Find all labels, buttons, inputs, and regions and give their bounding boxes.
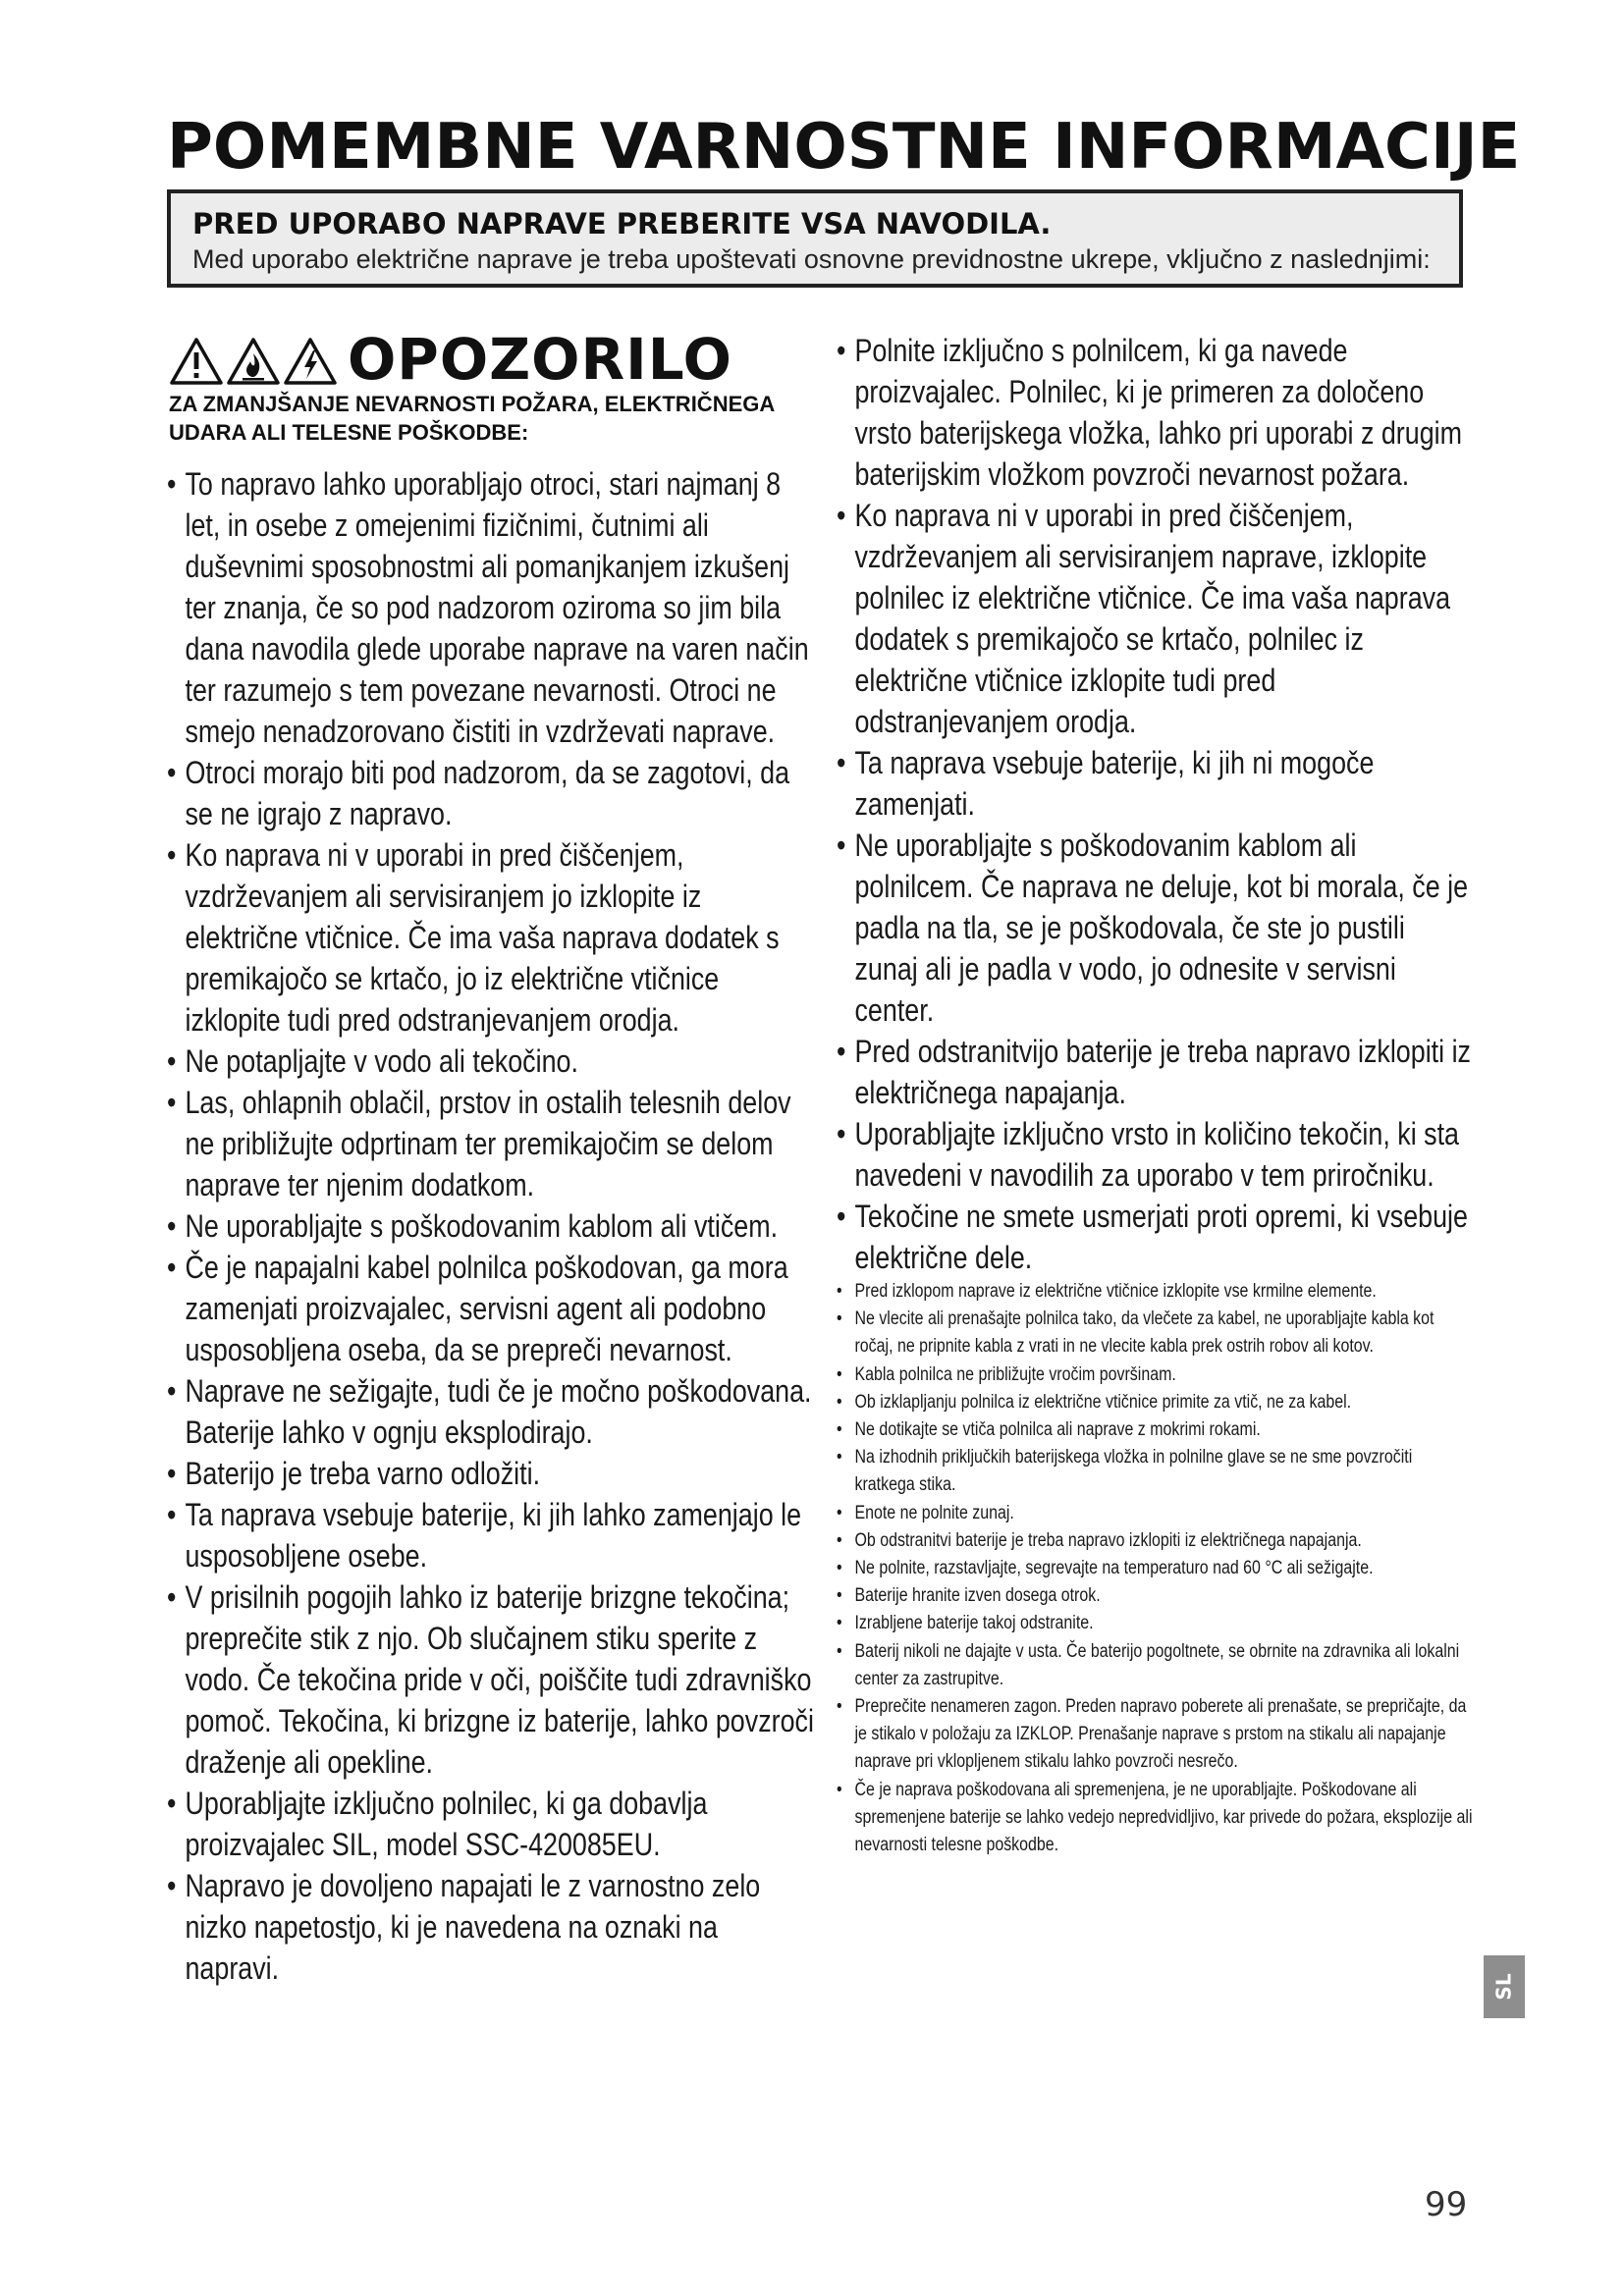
list-item: • Ne dotikajte se vtiča polnilca ali naprave z mokrimi rokami. bbox=[837, 1416, 1475, 1444]
list-item: • Kabla polnilca ne približujte vročim površinam. bbox=[837, 1362, 1475, 1389]
left-bullet-list bbox=[167, 463, 815, 1989]
list-item: • Ob odstranitvi baterije je treba napravo izklopiti iz električnega napajanja. bbox=[837, 1527, 1475, 1555]
list-item: • Pred odstranitvijo baterije je treba napravo izklopiti iz električnega napajanja. bbox=[837, 1031, 1475, 1113]
list-item: • Tekočine ne smete usmerjati proti opremi, ki vsebuje električne dele. bbox=[837, 1196, 1475, 1278]
list-item: • Pred izklopom naprave iz električne vtičnice izklopite vse krmilne elemente. bbox=[837, 1278, 1475, 1306]
list-item: • Baterij nikoli ne dajajte v usta. Če baterijo pogoltnete, se obrnite na zdravnika ali lokalni center za zastrupitve. bbox=[837, 1638, 1475, 1693]
list-item: • Ne potapljajte v vodo ali tekočino. bbox=[167, 1041, 815, 1082]
list-item: • Las, ohlapnih oblačil, prstov in ostalih telesnih delov ne približujte odprtinam ter premikajočim se delom naprave ter njenim dodatkom. bbox=[167, 1082, 815, 1205]
warning-subtitle: ZA ZMANJŠANJE NEVARNOSTI POŽARA, ELEKTRIČNEGA UDARA ALI TELESNE POŠKODBE: bbox=[169, 392, 775, 445]
warning-header bbox=[169, 326, 732, 393]
list-item: • Uporabljajte izključno polnilec, ki ga dobavlja proizvajalec SIL, model SSC-420085EU. bbox=[167, 1783, 815, 1865]
warning-word: OPOZORILO bbox=[348, 326, 732, 393]
notice-heading: PRED UPORABO NAPRAVE PREBERITE VSA NAVODILA. bbox=[192, 207, 1052, 240]
list-item: • Ko naprava ni v uporabi in pred čiščenjem, vzdrževanjem ali servisiranjem jo izklopite iz električne vtičnice. Če ima vaša naprava dodatek s premikajočo se krtačo, jo iz električne vtičnice izklopite tudi pred odstranjevanjem orodja. bbox=[167, 834, 815, 1041]
list-item: • Baterijo je treba varno odložiti. bbox=[167, 1453, 815, 1494]
list-item: • Ne uporabljajte s poškodovanim kablom ali polnilcem. Če naprava ne deluje, kot bi morala, če je padla na tla, se je poškodovala, če ste jo pustili zunaj ali je padla v vodo, jo odnesite v servisni center. bbox=[837, 825, 1475, 1031]
list-item: • Ne polnite, razstavljajte, segrevajte na temperaturo nad 60 °C ali sežigajte. bbox=[837, 1555, 1475, 1582]
list-item: • Izrabljene baterije takoj odstranite. bbox=[837, 1610, 1475, 1637]
list-item: • Uporabljajte izključno vrsto in količino tekočin, ki sta navedeni v navodilih za uporabo v tem priročniku. bbox=[837, 1113, 1475, 1196]
list-item: • Na izhodnih priključkih baterijskega vložka in polnilne glave se ne sme povzročiti kratkega stika. bbox=[837, 1444, 1475, 1499]
list-item: • V prisilnih pogojih lahko iz baterije brizgne tekočina; preprečite stik z njo. Ob slučajnem stiku sperite z vodo. Če tekočina pride v oči, poiščite tudi zdravniško pomoč. Tekočina, ki brizgne iz baterije, lahko povzroči draženje ali opekline. bbox=[167, 1576, 815, 1783]
list-item: • Ne uporabljajte s poškodovanim kablom ali vtičem. bbox=[167, 1205, 815, 1247]
fire-icon bbox=[226, 336, 281, 387]
list-item: • Otroci morajo biti pod nadzorom, da se zagotovi, da se ne igrajo z napravo. bbox=[167, 752, 815, 834]
list-item: • Ta naprava vsebuje baterije, ki jih lahko zamenjajo le usposobljene osebe. bbox=[167, 1494, 815, 1576]
language-tab bbox=[1484, 1955, 1525, 2018]
list-item: • Naprave ne sežigajte, tudi če je močno poškodovana. Baterije lahko v ognju eksplodirajo. bbox=[167, 1370, 815, 1453]
list-item: • Polnite izključno s polnilcem, ki ga navede proizvajalec. Polnilec, ki je primeren za določeno vrsto baterijskega vložka, lahko pri uporabi z drugim baterijskim vložkom povzroči nevarnost požara. bbox=[837, 330, 1475, 495]
page-title: POMEMBNE VARNOSTNE INFORMACIJE bbox=[167, 111, 1521, 184]
list-item: • Preprečite nenameren zagon. Preden napravo poberete ali prenašate, se prepričajte, da je stikalo v položaju za IZKLOP. Prenašanje naprave s prstom na stikalu ali napajanje naprave pri vklopljenem stikalu lahko povzroči nesrečo. bbox=[837, 1693, 1475, 1777]
notice-text: Med uporabo električne naprave je treba upoštevati osnovne previdnostne ukrepe, vključno z naslednjimi: bbox=[192, 244, 1431, 274]
list-item: • Ob izklapljanju polnilca iz električne vtičnice primite za vtič, ne za kabel. bbox=[837, 1389, 1475, 1416]
list-item: • Napravo je dovoljeno napajati le z varnostno zelo nizko napetostjo, ki je navedena na oznaki na napravi. bbox=[167, 1865, 815, 1989]
right-bullet-list bbox=[837, 330, 1475, 1278]
page-number: 99 bbox=[1425, 2185, 1468, 2224]
warning-icons bbox=[169, 336, 338, 387]
right-column bbox=[837, 330, 1475, 1859]
list-item: • Ne vlecite ali prenašajte polnilca tako, da vlečete za kabel, ne uporabljajte kabla kot ročaj, ne pripnite kabla z vrati in ne vlecite kabla prek ostrih robov ali kotov. bbox=[837, 1306, 1475, 1361]
list-item: • Ta naprava vsebuje baterije, ki jih ni mogoče zamenjati. bbox=[837, 742, 1475, 825]
warning-icon bbox=[169, 336, 224, 387]
list-item: • Če je naprava poškodovana ali spremenjena, je ne uporabljajte. Poškodovane ali spremenjene baterije se lahko vedejo nepredvidljivo, kar privede do požara, eksplozije ali nevarnosti telesne poškodbe. bbox=[837, 1777, 1475, 1860]
language-tab-label: SL bbox=[1492, 1973, 1516, 2001]
left-column bbox=[167, 463, 815, 1989]
list-item: • To napravo lahko uporabljajo otroci, stari najmanj 8 let, in osebe z omejenimi fizičnimi, čutnimi ali duševnimi sposobnostmi ali pomanjkanjem izkušenj ter znanja, če so pod nadzorom oziroma so jim bila dana navodila glede uporabe naprave na varen način ter razumejo s tem povezane nevarnosti. Otroci ne smejo nenadzorovano čistiti in vzdrževati naprave. bbox=[167, 463, 815, 752]
notice-box bbox=[167, 189, 1463, 288]
right-small-bullet-list bbox=[837, 1278, 1475, 1859]
electric-shock-icon bbox=[283, 336, 338, 387]
list-item: • Če je napajalni kabel polnilca poškodovan, ga mora zamenjati proizvajalec, servisni agent ali podobno usposobljena oseba, da se prepreči nevarnost. bbox=[167, 1247, 815, 1370]
list-item: • Baterije hranite izven dosega otrok. bbox=[837, 1582, 1475, 1610]
list-item: • Ko naprava ni v uporabi in pred čiščenjem, vzdrževanjem ali servisiranjem naprave, izklopite polnilec iz električne vtičnice. Če ima vaša naprava dodatek s premikajočo se krtačo, polnilec iz električne vtičnice izklopite tudi pred odstranjevanjem orodja. bbox=[837, 495, 1475, 742]
list-item: • Enote ne polnite zunaj. bbox=[837, 1500, 1475, 1527]
